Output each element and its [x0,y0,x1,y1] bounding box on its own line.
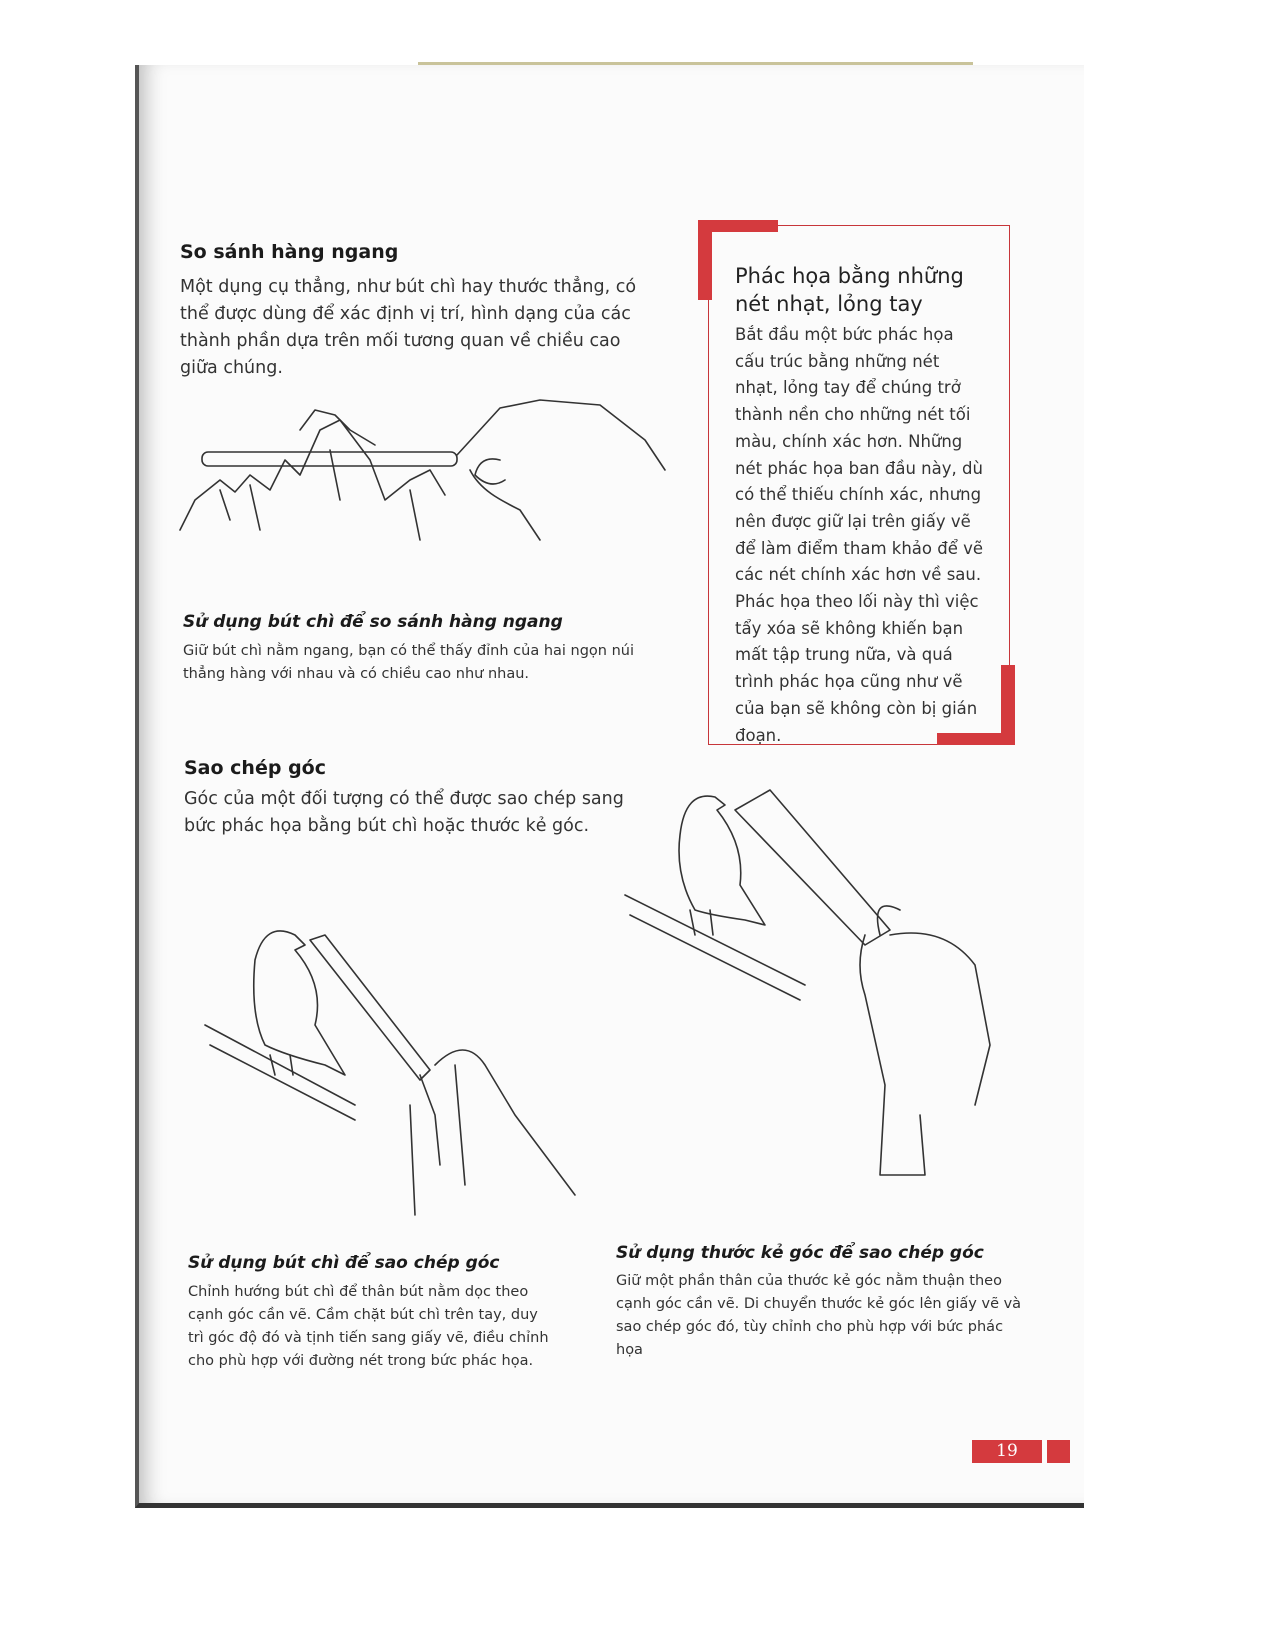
caption-body-pencil-angle: Chỉnh hướng bút chì để thân bút nằm dọc theo cạnh góc cần vẽ. Cầm chặt bút chì trên tay, duy trì góc độ đó và tịnh tiến sang giấy vẽ, điều chỉnh cho phù hợp với đường nét trong bức phác họa. [188,1284,549,1369]
section-heading-horizontal: So sánh hàng ngang [180,241,399,263]
accent-bar-left [698,220,712,300]
sidebar-title: Phác họa bằng những nét nhạt, lỏng tay [735,264,964,316]
sidebar-body: Bắt đầu một bức phác họa cấu trúc bằng những nét nhạt, lỏng tay để chúng trở thành nền cho những nét tối màu, chính xác hơn. Những nét phác họa ban đầu này, dù có thể thiếu chính xác, nhưng nên được giữ lại trên giấy vẽ để làm điểm tham khảo để vẽ các nét chính xác hơn về sau. Phác họa theo lối này thì việc tẩy xóa sẽ không khiến bạn mất tập trung nữa, và quá trình phác họa cũng như vẽ của bạn sẽ không còn bị gián đoạn. [735,325,984,745]
caption-title-pencil-angle: Sử dụng bút chì để sao chép góc [188,1253,500,1273]
page-number: 19 [972,1440,1042,1463]
pencil-bird-illustration [195,915,585,1215]
sidebar-box [708,225,1010,745]
pencil-mountains-illustration [180,400,670,550]
caption-title-ruler-angle: Sử dụng thước kẻ góc để sao chép góc [616,1243,984,1263]
caption-title-horizontal: Sử dụng bút chì để so sánh hàng ngang [183,612,563,632]
page-number-accent [1047,1440,1070,1463]
section-body-angle: Góc của một đối tượng có thể được sao chép sang bức phác họa bằng bút chì hoặc thước kẻ góc. [184,789,624,836]
ruler-bird-illustration [625,785,995,1185]
section-heading-angle: Sao chép góc [184,757,326,779]
section-body-horizontal: Một dụng cụ thẳng, như bút chì hay thước thẳng, có thể được dùng để xác định vị trí, hình dạng của các thành phần dựa trên mối tương quan về chiều cao giữa chúng. [180,277,637,378]
accent-bar-bottom [937,733,1015,745]
caption-body-horizontal: Giữ bút chì nằm ngang, bạn có thể thấy đỉnh của hai ngọn núi thẳng hàng với nhau và có chiều cao như nhau. [183,643,635,682]
caption-body-ruler-angle: Giữ một phần thân của thước kẻ góc nằm thuận theo cạnh góc cần vẽ. Di chuyển thước kẻ góc lên giấy vẽ và sao chép góc đó, tùy chỉnh cho phù hợp với bức phác họa [616,1273,1022,1358]
